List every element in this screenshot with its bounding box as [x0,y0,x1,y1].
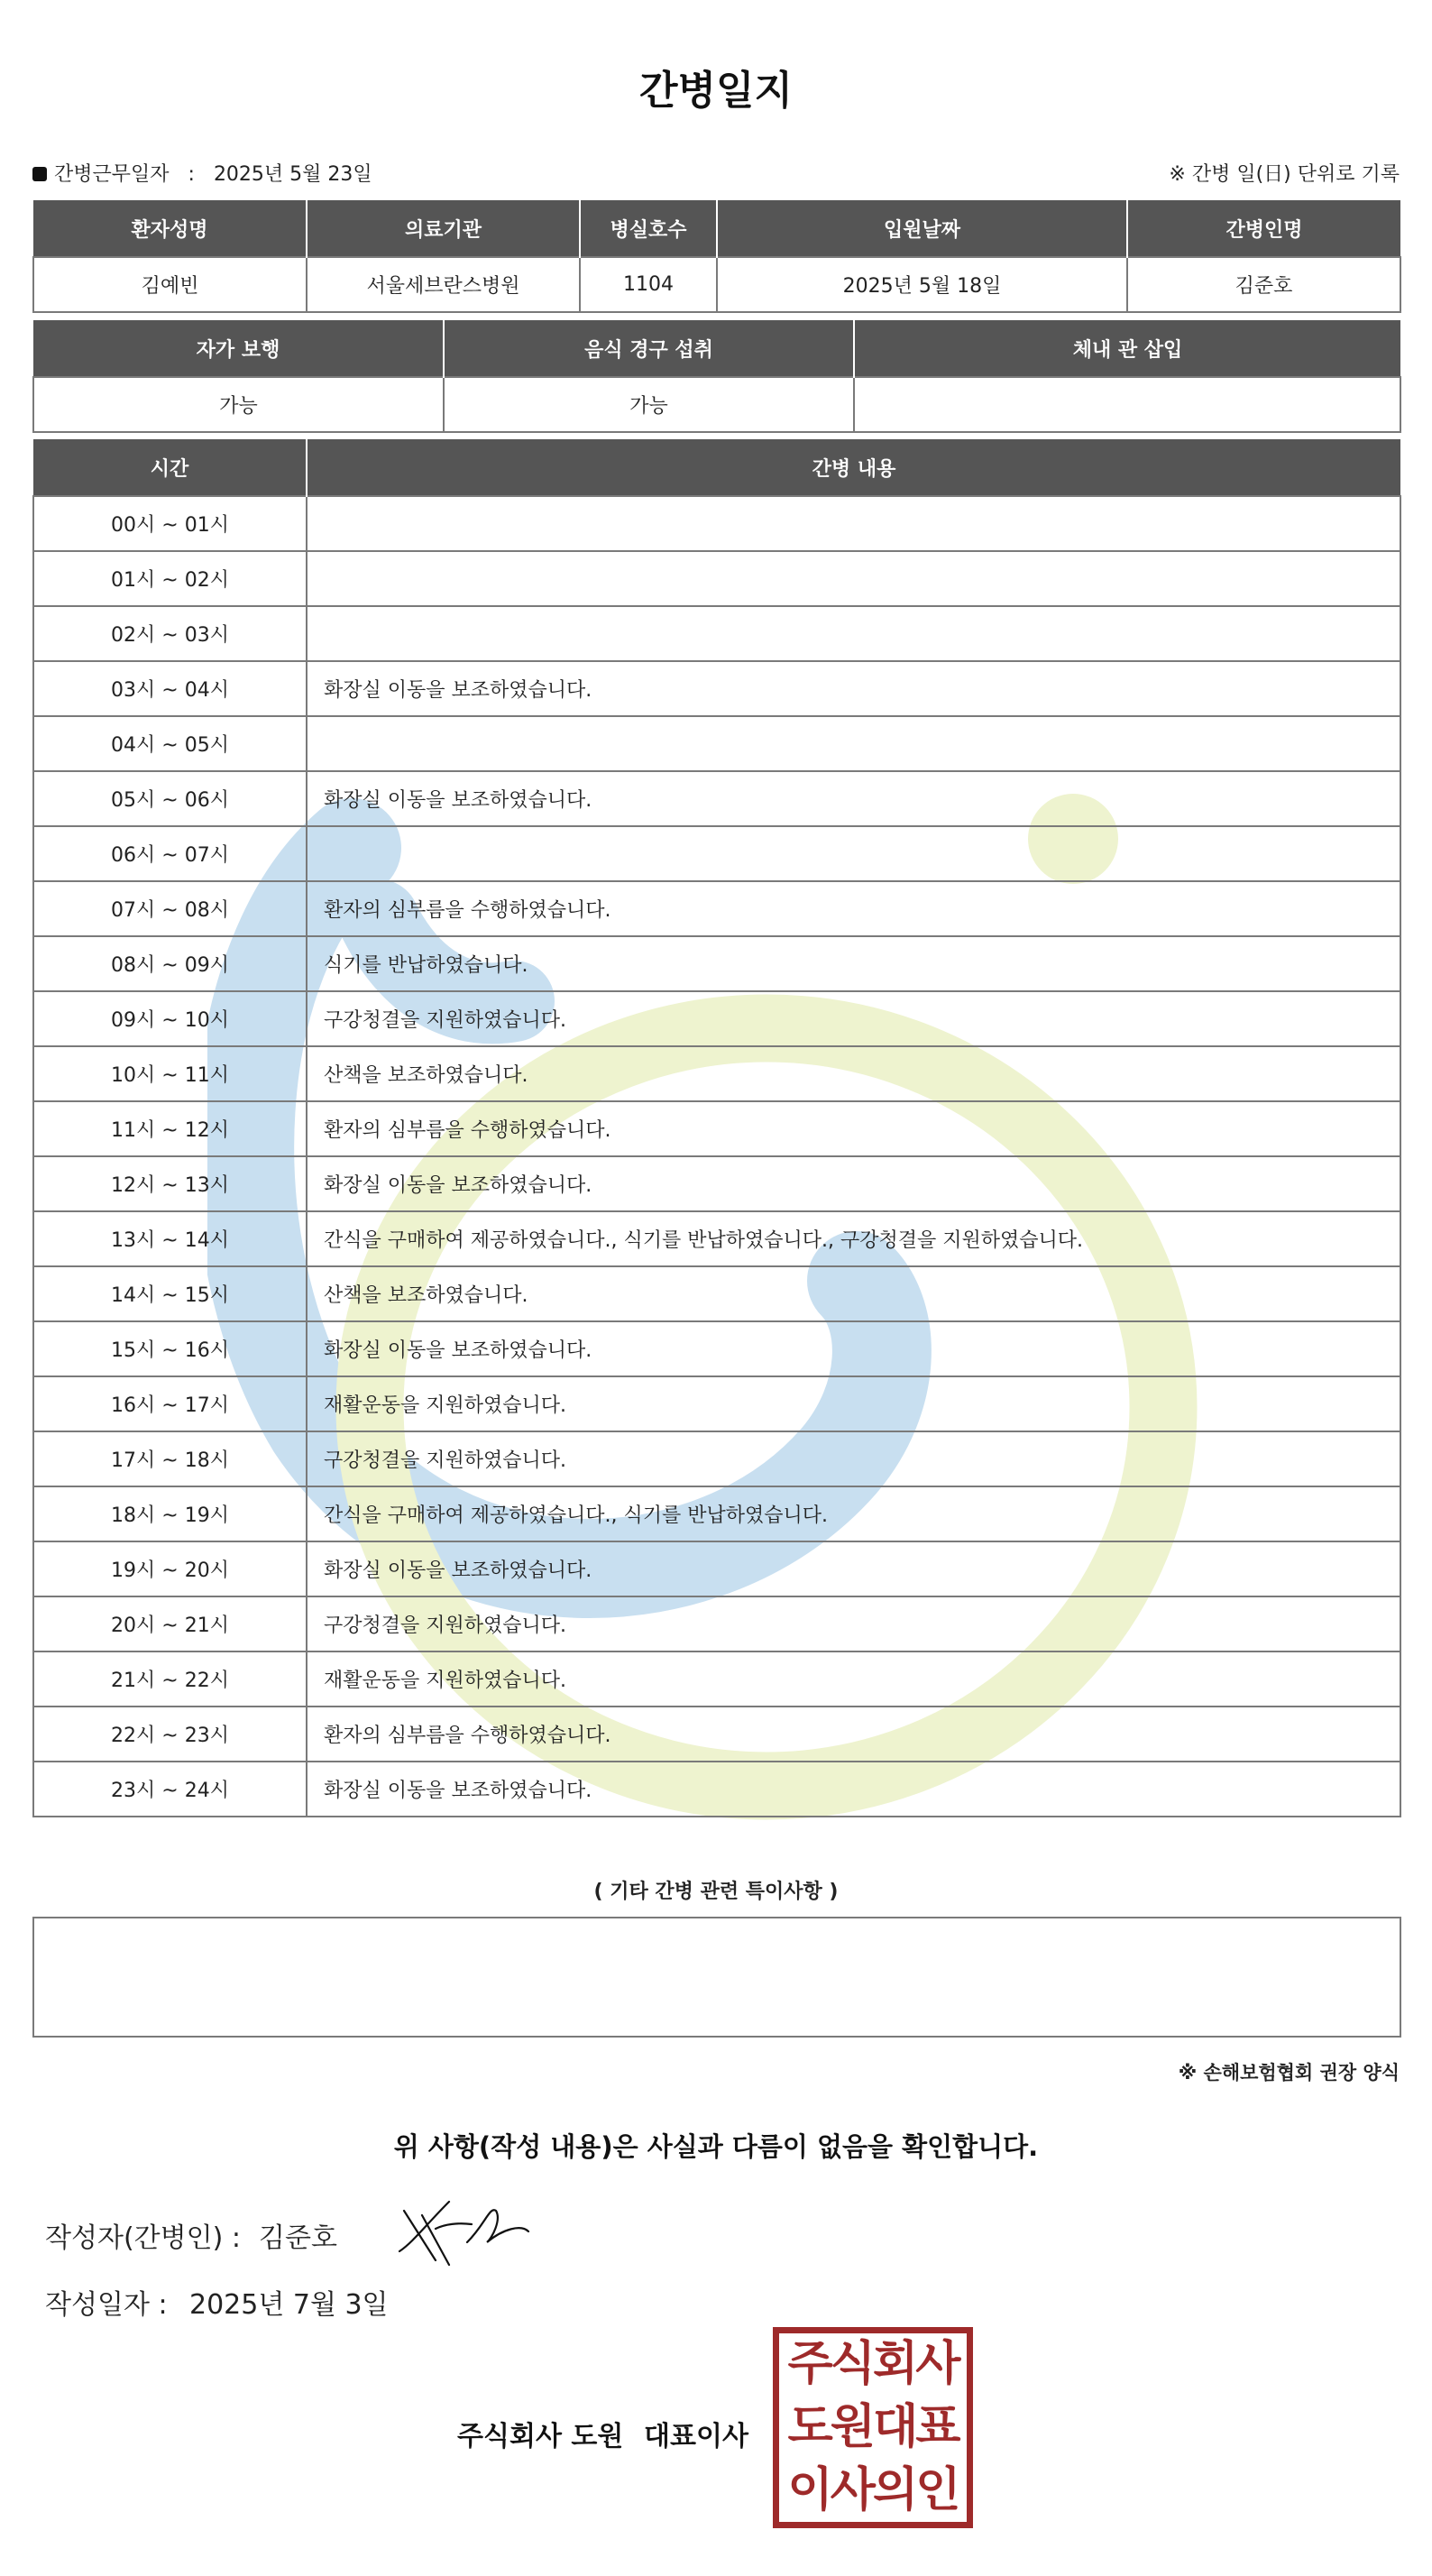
care-log-header-row [33,439,1400,496]
care-log-row [33,606,1400,661]
care-log-content [307,496,1400,551]
care-log-row [33,1651,1400,1707]
care-log-content: 재활운동을 지원하였습니다. [307,1376,1400,1431]
notes-text [34,1918,1400,1947]
care-log-row [33,1101,1400,1156]
care-log-time: 17시 ~ 18시 [33,1431,307,1486]
care-log-content [307,826,1400,881]
care-log-body [33,496,1400,1817]
header-room: 병실호수 [580,200,717,257]
date-label: 작성일자 : [45,2289,168,2321]
header-walking: 자가 보행 [33,320,444,377]
writer-label: 작성자(간병인) : [45,2222,241,2254]
care-log-content: 간식을 구매하여 제공하였습니다., 식기를 반납하였습니다., 구강청결을 지원하였습니다. [307,1211,1400,1266]
care-log-row [33,1156,1400,1211]
care-log-content: 식기를 반납하였습니다. [307,936,1400,991]
header-tube: 체내 관 삽입 [854,320,1400,377]
header-time: 시간 [33,439,307,496]
patient-info-table [32,200,1401,313]
care-log-row [33,661,1400,716]
patient-status-table [32,320,1401,433]
care-log-time: 06시 ~ 07시 [33,826,307,881]
signature-image [386,2188,530,2269]
caregiver-name: 김준호 [1127,257,1400,312]
header-oral-intake: 음식 경구 섭취 [444,320,854,377]
patient-info-header-row [33,200,1400,257]
care-log-time: 12시 ~ 13시 [33,1156,307,1211]
care-log-content: 산책을 보조하였습니다. [307,1046,1400,1101]
care-log-row [33,936,1400,991]
care-log-content: 환자의 심부름을 수행하였습니다. [307,1707,1400,1762]
work-date-label: 간병근무일자 [54,163,170,186]
care-log-time: 20시 ~ 21시 [33,1596,307,1651]
care-log-row [33,1431,1400,1486]
care-log-row [33,881,1400,936]
care-log-row [33,1046,1400,1101]
writer-name: 김준호 [259,2222,337,2254]
care-log-time: 08시 ~ 09시 [33,936,307,991]
care-log-row [33,1707,1400,1762]
status-header-row [33,320,1400,377]
care-log-time: 23시 ~ 24시 [33,1762,307,1817]
walking-status: 가능 [33,377,444,432]
care-log-content [307,716,1400,771]
care-log-row [33,1266,1400,1321]
care-log-time: 19시 ~ 20시 [33,1541,307,1596]
date-value: 2025년 7월 3일 [189,2289,389,2321]
room-number: 1104 [580,257,717,312]
care-log-row [33,716,1400,771]
care-log-content: 환자의 심부름을 수행하였습니다. [307,1101,1400,1156]
care-log-row [33,1376,1400,1431]
bullet-square-icon [32,167,47,181]
seal-line: 이사의인 [787,2463,959,2517]
header-hospital: 의료기관 [307,200,580,257]
care-log-time: 10시 ~ 11시 [33,1046,307,1101]
care-log-row [33,1486,1400,1541]
care-log-content: 화장실 이동을 보조하였습니다. [307,1321,1400,1376]
work-date-value: 2025년 5월 23일 [213,163,372,186]
care-log-time: 00시 ~ 01시 [33,496,307,551]
care-log-time: 14시 ~ 15시 [33,1266,307,1321]
notes-title: ( 기타 간병 관련 특이사항 ) [593,1881,839,1903]
work-date-separator: : [188,163,195,186]
care-log-row [33,1211,1400,1266]
care-log-time: 16시 ~ 17시 [33,1376,307,1431]
care-log-table [32,439,1401,1817]
patient-info-value-row [33,257,1400,312]
care-log-time: 05시 ~ 06시 [33,771,307,826]
care-log-content: 구강청결을 지원하였습니다. [307,1431,1400,1486]
care-log-content: 화장실 이동을 보조하였습니다. [307,771,1400,826]
unit-note: ※ 간병 일(日) 단위로 기록 [1169,163,1400,186]
hospital-name: 서울세브란스병원 [307,257,580,312]
header-patient-name: 환자성명 [33,200,307,257]
care-log-row [33,991,1400,1046]
care-log-time: 03시 ~ 04시 [33,661,307,716]
care-log-row [33,1321,1400,1376]
seal-line: 주식회사 [787,2337,959,2391]
care-log-time: 11시 ~ 12시 [33,1101,307,1156]
care-log-content: 화장실 이동을 보조하였습니다. [307,661,1400,716]
care-log-content: 재활운동을 지원하였습니다. [307,1651,1400,1707]
confirmation-statement: 위 사항(작성 내용)은 사실과 다름이 없음을 확인합니다. [393,2131,1039,2162]
care-log-row [33,1541,1400,1596]
care-log-row [33,1596,1400,1651]
header-content: 간병 내용 [307,439,1400,496]
header-admission-date: 입원날짜 [717,200,1127,257]
admission-date: 2025년 5월 18일 [717,257,1127,312]
company-name: 주식회사 도원 [457,2421,624,2452]
care-log-content: 화장실 이동을 보조하였습니다. [307,1156,1400,1211]
seal-line: 도원대표 [787,2400,959,2454]
header-caregiver: 간병인명 [1127,200,1400,257]
care-log-row [33,496,1400,551]
care-log-content: 구강청결을 지원하였습니다. [307,1596,1400,1651]
care-log-time: 04시 ~ 05시 [33,716,307,771]
care-log-content: 간식을 구매하여 제공하였습니다., 식기를 반납하였습니다. [307,1486,1400,1541]
care-log-content: 구강청결을 지원하였습니다. [307,991,1400,1046]
oral-intake-status: 가능 [444,377,854,432]
care-log-row [33,551,1400,606]
care-log-row [33,1762,1400,1817]
notes-box [32,1917,1401,2038]
care-log-content: 화장실 이동을 보조하였습니다. [307,1762,1400,1817]
patient-name: 김예빈 [33,257,307,312]
status-value-row [33,377,1400,432]
care-log-time: 02시 ~ 03시 [33,606,307,661]
care-log-content [307,551,1400,606]
care-log-time: 22시 ~ 23시 [33,1707,307,1762]
work-date [32,159,372,187]
care-log-row [33,826,1400,881]
care-log-row [33,771,1400,826]
care-log-content: 화장실 이동을 보조하였습니다. [307,1541,1400,1596]
tube-status [854,377,1400,432]
care-log-content: 산책을 보조하였습니다. [307,1266,1400,1321]
care-log-time: 21시 ~ 22시 [33,1651,307,1707]
care-log-content [307,606,1400,661]
page-title: 간병일지 [638,68,793,114]
care-log-time: 07시 ~ 08시 [33,881,307,936]
care-log-time: 01시 ~ 02시 [33,551,307,606]
care-log-time: 15시 ~ 16시 [33,1321,307,1376]
representative-title: 대표이사 [644,2421,748,2452]
association-note: ※ 손해보험협회 권장 양식 [1178,2062,1400,2084]
company-seal [773,2327,973,2528]
care-log-time: 18시 ~ 19시 [33,1486,307,1541]
care-log-content: 환자의 심부름을 수행하였습니다. [307,881,1400,936]
care-log-time: 09시 ~ 10시 [33,991,307,1046]
care-log-time: 13시 ~ 14시 [33,1211,307,1266]
